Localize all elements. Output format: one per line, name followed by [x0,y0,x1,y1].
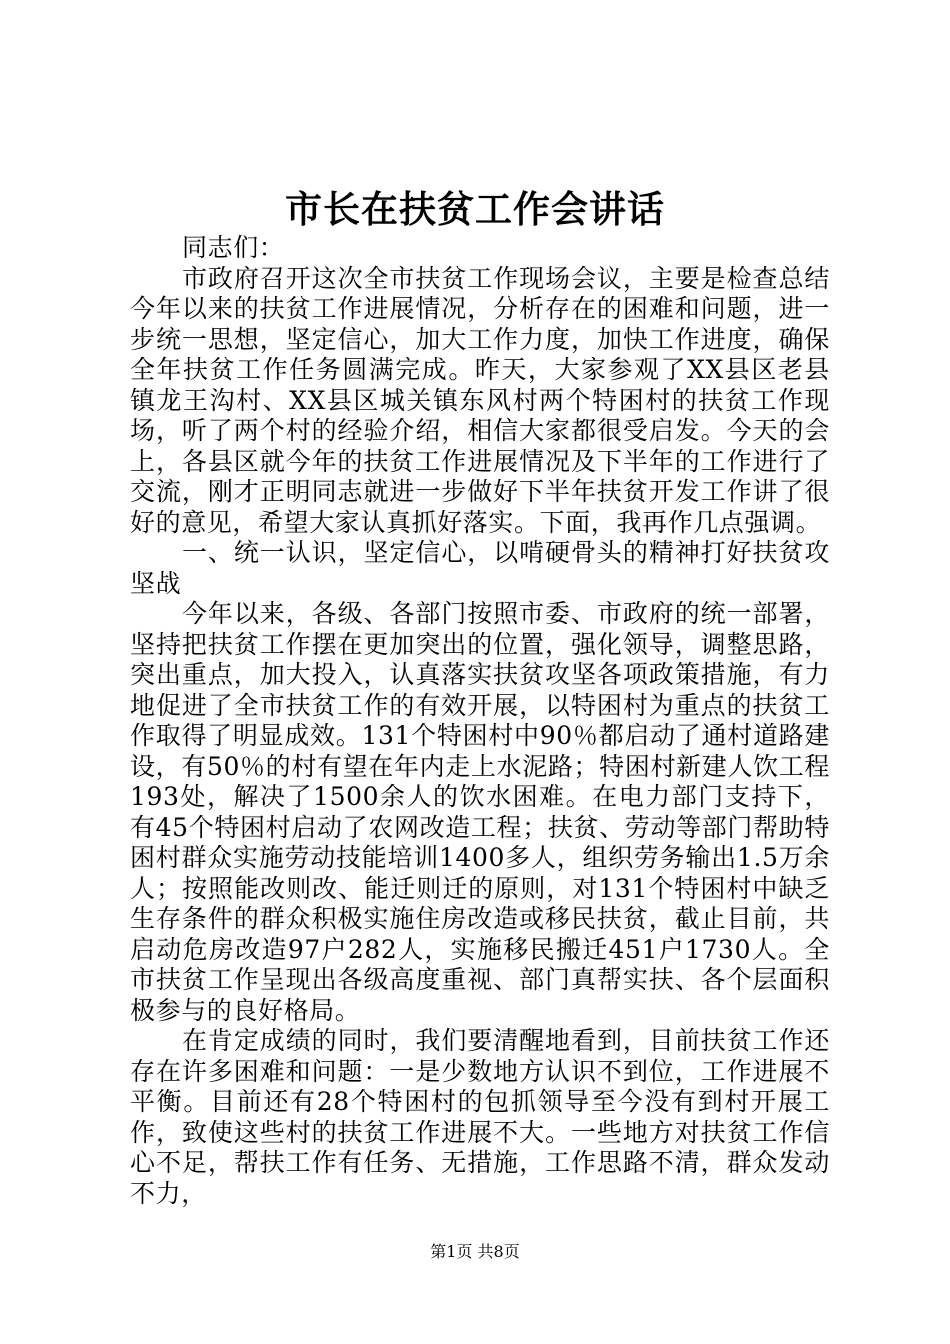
salutation-paragraph: 同志们： [182,233,285,262]
document-body [130,233,830,1209]
section-heading: 一、统一认识，坚定信心，以啃硬骨头的精神打好扶贫攻坚战 [130,538,830,598]
page-footer: 第1页 共8页 [430,1242,520,1261]
achievements-paragraph: 今年以来，各级、各部门按照市委、市政府的统一部署，坚持把扶贫工作摆在更加突出的位置，强化领导，调整思路，突出重点，加大投入，认真落实扶贫攻坚各项政策措施，有力地促进了全市扶贫工作的有效开展，以特困村为重点的扶贫工作取得了明显成效。131个特困村中90％都启动了通村道路建设，有50％的村有望在年内走上水泥路；特困村新建人饮工程193处，解决了1500余人的饮水困难。在电力部门支持下，有45个特困村启动了农网改造工程；扶贫、劳动等部门帮助特困村群众实施劳动技能培训1400多人，组织劳务输出1.5万余人；按照能改则改、能迁则迁的原则，对131个特困村中缺乏生存条件的群众积极实施住房改造或移民扶贫，截止目前，共启动危房改造97户282人，实施移民搬迁451户1730人。全市扶贫工作呈现出各级高度重视、部门真帮实扶、各个层面积极参与的良好格局。 [130,599,830,1025]
document-title: 市长在扶贫工作会讲话 [285,187,665,231]
problems-paragraph: 在肯定成绩的同时，我们要清醒地看到，目前扶贫工作还存在许多困难和问题：一是少数地方认识不到位，工作进展不平衡。目前还有28个特困村的包抓领导至今没有到村开展工作，致使这些村的扶贫工作进展不大。一些地方对扶贫工作信心不足，帮扶工作有任务、无措施，工作思路不清，群众发动不力， [130,1026,830,1208]
intro-paragraph: 市政府召开这次全市扶贫工作现场会议，主要是检查总结今年以来的扶贫工作进展情况，分析存在的困难和问题，进一步统一思想，坚定信心，加大工作力度，加快工作进度，确保全年扶贫工作任务圆满完成。昨天，大家参观了XX县区老县镇龙王沟村、XX县区城关镇东风村两个特困村的扶贫工作现场，听了两个村的经验介绍，相信大家都很受启发。今天的会上，各县区就今年的扶贫工作进展情况及下半年的工作进行了交流，刚才正明同志就进一步做好下半年扶贫开发工作讲了很好的意见，希望大家认真抓好落实。下面，我再作几点强调。 [130,263,830,537]
